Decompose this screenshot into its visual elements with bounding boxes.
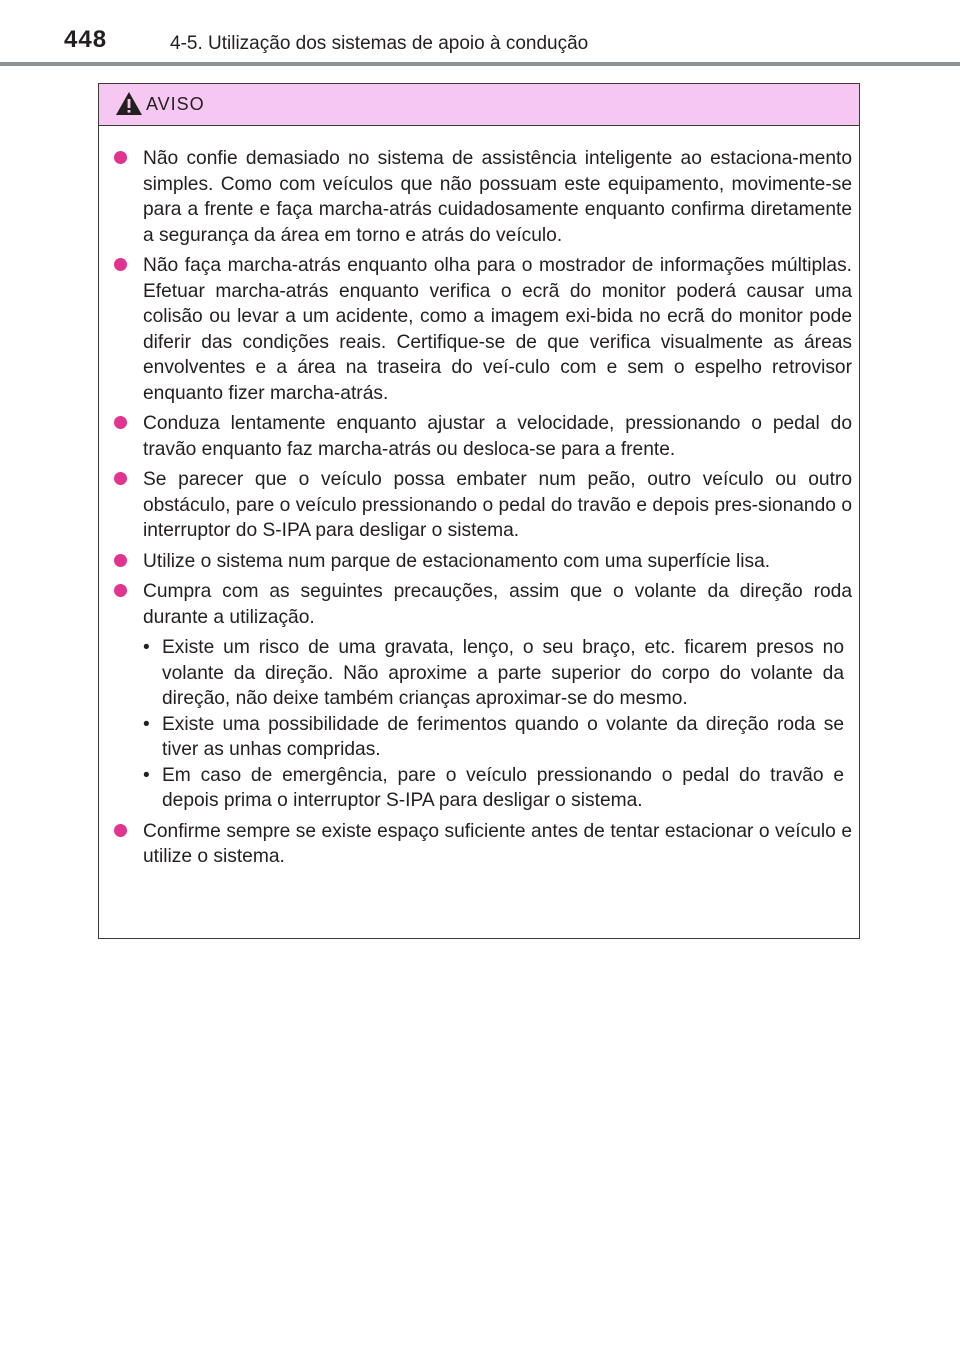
bullet-dot-icon: [114, 151, 127, 164]
warning-item-text: Não faça marcha-atrás enquanto olha para o mostrador de informações múltiplas. Efetuar marcha-atrás enquanto verifica o ecrã do monitor poderá causar uma colisão ou levar a um acidente, como a imagem exi-bida no ecrã do monitor pode diferir das condições reais. Certifique-se de que verifica visualmente as áreas envolventes e a área na traseira do veí-culo com e sem o espelho retrovisor enquanto fizer marcha-atrás.: [143, 255, 852, 404]
bullet-dot-icon: [114, 416, 127, 429]
warning-body: [99, 126, 859, 870]
warning-item-text: Conduza lentamente enquanto ajustar a velocidade, pressionando o pedal do travão enquanto faz marcha-atrás ou desloca-se para a frente.: [143, 413, 852, 460]
sub-bullet: •: [143, 764, 150, 786]
sub-list-item-text: Em caso de emergência, pare o veículo pressionando o pedal do travão e depois prima o interruptor S-IPA para desligar o sistema.: [162, 764, 844, 811]
bullet-dot-icon: [114, 472, 127, 485]
sub-list-item: [143, 763, 852, 814]
sub-list-item: [143, 712, 852, 763]
sub-list-item: [143, 635, 852, 712]
warning-header: [99, 84, 859, 126]
sub-list-item-text: Existe um risco de uma gravata, lenço, o seu braço, etc. ficarem presos no volante da direção. Não aproxime a parte superior do corpo do volante da direção, não deixe também crianças aproximar-se do mesmo.: [162, 637, 844, 709]
warning-item-text: Se parecer que o veículo possa embater num peão, outro veículo ou outro obstáculo, pare o veículo pressionando o pedal do travão e depois pres-sionando o interruptor do S-IPA para desligar o sistema.: [143, 469, 852, 541]
page-number: 448: [64, 26, 108, 53]
header-rule: [0, 62, 960, 66]
warning-item: [113, 146, 852, 248]
warning-item: [113, 579, 852, 630]
warning-item-text: Utilize o sistema num parque de estacionamento com uma superfície lisa.: [143, 550, 771, 572]
warning-item: [113, 549, 852, 575]
bullet-dot-icon: [114, 258, 127, 271]
sub-list-item-text: Existe uma possibilidade de ferimentos quando o volante da direção roda se tiver as unhas compridas.: [162, 713, 844, 760]
page-header: [0, 0, 960, 66]
warning-item-text: Cumpra com as seguintes precauções, assim que o volante da direção roda durante a utilização.: [143, 581, 852, 628]
warning-label: AVISO: [146, 94, 205, 114]
warning-item: [113, 253, 852, 406]
section-title: 4-5. Utilização dos sistemas de apoio à condução: [170, 33, 589, 54]
bullet-dot-icon: [114, 584, 127, 597]
warning-item-text: Não confie demasiado no sistema de assistência inteligente ao estaciona-mento simples. Como com veículos que não possuam este equipamento, movimente-se para a frente e faça marcha-atrás cuidadosamente enquanto confirma diretamente a segurança da área em torno e atrás do veículo.: [143, 148, 852, 246]
sub-bullet: •: [143, 713, 150, 735]
sub-list: [143, 635, 852, 814]
warning-triangle-icon: [115, 91, 143, 116]
bullet-dot-icon: [114, 554, 127, 567]
bullet-dot-icon: [114, 824, 127, 837]
warning-item: [113, 467, 852, 544]
warning-item: [113, 819, 852, 870]
warning-item: [113, 411, 852, 462]
warning-box: [98, 83, 860, 939]
sub-bullet: •: [143, 637, 150, 658]
warning-item-text: Confirme sempre se existe espaço suficiente antes de tentar estacionar o veículo e utilize o sistema.: [143, 820, 852, 867]
